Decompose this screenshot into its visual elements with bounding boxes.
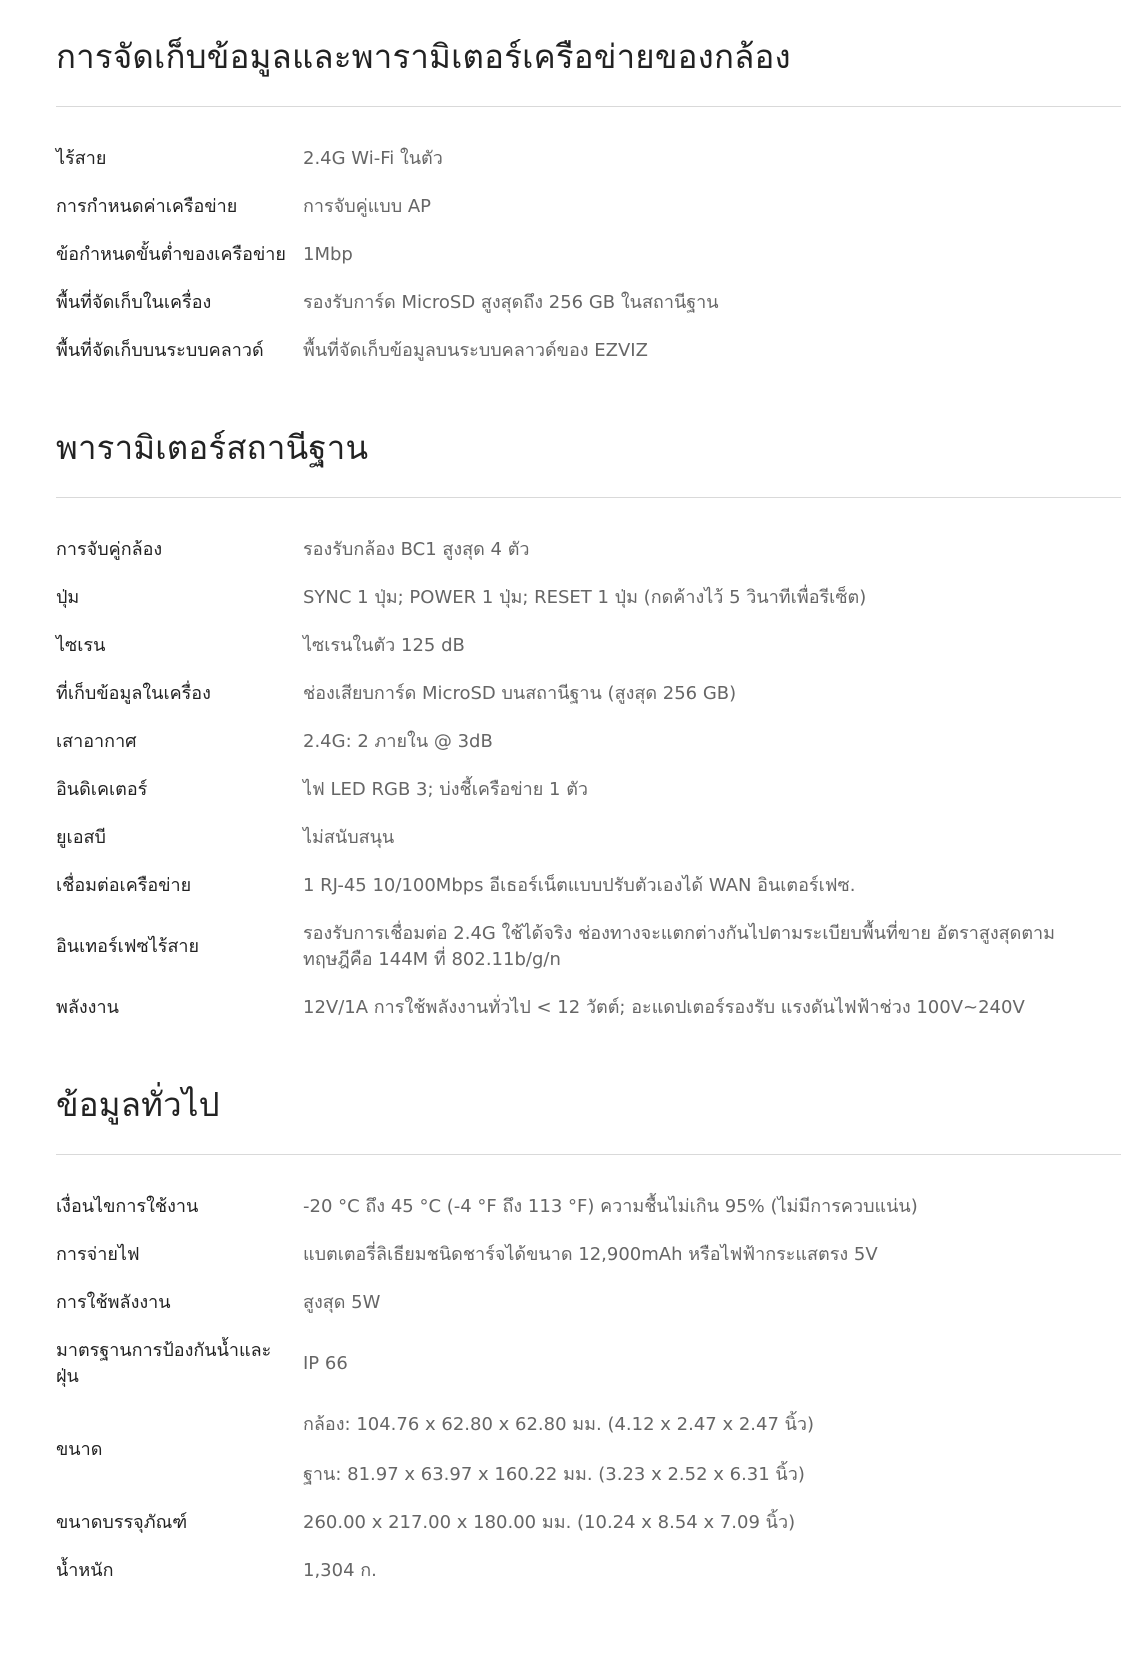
- spec-row: [56, 1327, 1121, 1401]
- section-title-storage-network: การจัดเก็บข้อมูลและพารามิเตอร์เครือข่ายของกล้อง: [56, 37, 791, 76]
- spec-value: -20 °C ถึง 45 °C (-4 °F ถึง 113 °F) ความชื้นไม่เกิน 95% (ไม่มีการควบแน่น): [303, 1196, 918, 1217]
- spec-value: ช่องเสียบการ์ด MicroSD บนสถานีฐาน (สูงสุด 256 GB): [303, 683, 737, 704]
- spec-key: พื้นที่จัดเก็บบนระบบคลาวด์: [56, 340, 264, 361]
- spec-key: เสาอากาศ: [56, 731, 137, 752]
- spec-key: ไร้สาย: [56, 148, 107, 169]
- spec-table-storage-network: [56, 135, 1121, 375]
- spec-key: อินดิเคเตอร์: [56, 779, 148, 800]
- spec-value: พื้นที่จัดเก็บข้อมูลบนระบบคลาวด์ของ EZVIZ: [303, 340, 648, 361]
- spec-key: การใช้พลังงาน: [56, 1292, 171, 1313]
- section-title-base-station: พารามิเตอร์สถานีฐาน: [56, 428, 369, 467]
- spec-value: รองรับการ์ด MicroSD สูงสุดถึง 256 GB ในสถานีฐาน: [303, 292, 719, 313]
- spec-key: ปุ่ม: [56, 587, 80, 608]
- spec-value: รองรับกล้อง BC1 สูงสุด 4 ตัว: [303, 539, 530, 560]
- spec-value: สูงสุด 5W: [303, 1292, 381, 1313]
- spec-row: [56, 984, 1121, 1032]
- spec-value: 1,304 ก.: [303, 1560, 377, 1581]
- spec-row: [56, 1401, 1121, 1499]
- spec-key: น้ำหนัก: [56, 1560, 114, 1581]
- spec-key: เชื่อมต่อเครือข่าย: [56, 875, 192, 896]
- spec-value: ไซเรนในตัว 125 dB: [303, 635, 465, 656]
- spec-row: [56, 670, 1121, 718]
- spec-value: SYNC 1 ปุ่ม; POWER 1 ปุ่ม; RESET 1 ปุ่ม (กดค้างไว้ 5 วินาทีเพื่อรีเซ็ต): [303, 587, 867, 608]
- spec-key: มาตรฐานการป้องกันน้ำและฝุ่น: [56, 1340, 272, 1387]
- spec-key: พื้นที่จัดเก็บในเครื่อง: [56, 292, 212, 313]
- spec-value: ไฟ LED RGB 3; บ่งชี้เครือข่าย 1 ตัว: [303, 779, 589, 800]
- spec-row: [56, 279, 1121, 327]
- spec-row: [56, 1547, 1121, 1595]
- spec-row: [56, 910, 1121, 984]
- spec-row: [56, 766, 1121, 814]
- spec-row: [56, 231, 1121, 279]
- spec-row: [56, 1499, 1121, 1547]
- section-divider: [56, 497, 1121, 498]
- spec-key: ขนาดบรรจุภัณฑ์: [56, 1512, 188, 1533]
- spec-value: รองรับการเชื่อมต่อ 2.4G ใช้ได้จริง ช่องทางจะแตกต่างกันไปตามระเบียบพื้นที่ขาย อัตราสูงสุดตามทฤษฎีคือ 144M ที่ 802.11b/g/n: [303, 923, 1055, 970]
- spec-key: ที่เก็บข้อมูลในเครื่อง: [56, 683, 211, 704]
- spec-row: [56, 135, 1121, 183]
- spec-key: เงื่อนไขการใช้งาน: [56, 1196, 199, 1217]
- section-title-general-info: ข้อมูลทั่วไป: [56, 1085, 220, 1124]
- spec-row: [56, 1279, 1121, 1327]
- spec-key: อินเทอร์เฟซไร้สาย: [56, 936, 200, 957]
- section-divider: [56, 106, 1121, 107]
- spec-table-base-station: [56, 526, 1121, 1032]
- spec-row: [56, 718, 1121, 766]
- spec-value: IP 66: [303, 1353, 348, 1374]
- spec-row: [56, 1231, 1121, 1279]
- spec-value: 2.4G Wi-Fi ในตัว: [303, 148, 443, 169]
- spec-row: [56, 183, 1121, 231]
- spec-value: แบตเตอรี่ลิเธียมชนิดชาร์จได้ขนาด 12,900mAh หรือไฟฟ้ากระแสตรง 5V: [303, 1244, 878, 1265]
- spec-value-line: กล้อง: 104.76 x 62.80 x 62.80 มม. (4.12 x 2.47 x 2.47 นิ้ว): [303, 1414, 815, 1435]
- spec-key: ข้อกำหนดขั้นต่ำของเครือข่าย: [56, 244, 286, 265]
- spec-row: [56, 622, 1121, 670]
- spec-key: ขนาด: [56, 1439, 103, 1460]
- spec-row: [56, 1183, 1121, 1231]
- spec-table-general-info: [56, 1183, 1121, 1595]
- spec-key: ยูเอสบี: [56, 827, 106, 848]
- spec-row: [56, 327, 1121, 375]
- spec-row: [56, 526, 1121, 574]
- spec-value-line: ฐาน: 81.97 x 63.97 x 160.22 มม. (3.23 x 2.52 x 6.31 นิ้ว): [303, 1464, 805, 1485]
- spec-value: ไม่สนับสนุน: [303, 827, 395, 848]
- spec-row: [56, 574, 1121, 622]
- spec-value: การจับคู่แบบ AP: [303, 196, 432, 217]
- spec-value: 12V/1A การใช้พลังงานทั่วไป < 12 วัตต์; อะแดปเตอร์รองรับ แรงดันไฟฟ้าช่วง 100V~240V: [303, 997, 1025, 1018]
- spec-value: 1Mbp: [303, 244, 353, 265]
- spec-key: ไซเรน: [56, 635, 106, 656]
- spec-key: การจับคู่กล้อง: [56, 539, 163, 560]
- spec-value-multi: [303, 1401, 1121, 1499]
- spec-value: 260.00 x 217.00 x 180.00 มม. (10.24 x 8.54 x 7.09 นิ้ว): [303, 1512, 796, 1533]
- spec-row: [56, 814, 1121, 862]
- spec-key: พลังงาน: [56, 997, 119, 1018]
- spec-value: 2.4G: 2 ภายใน @ 3dB: [303, 731, 493, 752]
- spec-row: [56, 862, 1121, 910]
- spec-key: การกำหนดค่าเครือข่าย: [56, 196, 238, 217]
- spec-key: การจ่ายไฟ: [56, 1244, 140, 1265]
- section-divider: [56, 1154, 1121, 1155]
- spec-value: 1 RJ-45 10/100Mbps อีเธอร์เน็ตแบบปรับตัวเองได้ WAN อินเตอร์เฟซ.: [303, 875, 856, 896]
